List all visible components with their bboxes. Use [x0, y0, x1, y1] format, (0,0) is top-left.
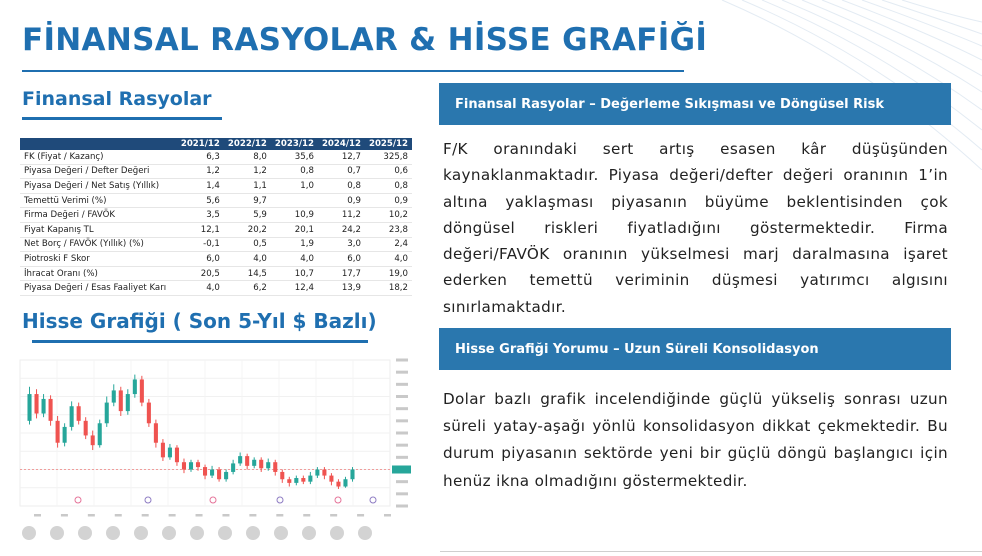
table-cell: 325,8: [365, 150, 412, 164]
table-cell: 20,2: [224, 222, 271, 237]
candle-body: [259, 460, 263, 469]
candle-body: [231, 463, 235, 472]
column-header: 2023/12: [271, 138, 318, 150]
candle-body: [224, 472, 228, 479]
carousel-dot[interactable]: [246, 526, 260, 540]
candle-body: [112, 390, 116, 402]
candle-body: [182, 462, 186, 469]
x-axis-tick: [222, 514, 229, 517]
y-axis-tick: [396, 492, 408, 495]
candle-body: [27, 394, 31, 421]
column-header: 2024/12: [318, 138, 365, 150]
table-row: [20, 179, 412, 194]
table-cell: 10,7: [271, 266, 318, 281]
metric-label: Piyasa Değeri / Esas Faaliyet Karı: [20, 281, 177, 296]
chart-heading: Hisse Grafiği ( Son 5-Yıl $ Bazlı): [22, 309, 377, 333]
table-cell: [271, 193, 318, 208]
x-axis-tick: [34, 514, 41, 517]
ratios-table-header: [20, 138, 412, 150]
y-axis-tick: [396, 456, 408, 459]
table-row: [20, 208, 412, 223]
table-cell: 11,2: [318, 208, 365, 223]
table-cell: 12,7: [318, 150, 365, 164]
table-cell: 0,6: [365, 164, 412, 179]
table-cell: -0,1: [177, 237, 224, 252]
candle-body: [161, 443, 165, 458]
y-axis-tick: [396, 432, 408, 435]
candle-body: [98, 423, 102, 445]
table-cell: 6,3: [177, 150, 224, 164]
candle-body: [238, 456, 242, 463]
stock-chart: [18, 356, 411, 522]
table-cell: 1,2: [177, 164, 224, 179]
table-cell: 6,0: [177, 252, 224, 267]
candle-body: [343, 479, 347, 486]
ratios-analysis-text: F/K oranındaki sert artış esasen kâr düşüşünden kaynaklanmaktadır. Piyasa değeri/defter değeri oranının 1’in altına yaklaşması piyasanın büyüme beklentisinden çok döngüsel riskleri fiyatladığını göstermektedir. Firma değeri/FAVÖK oranının yükselmesi marj daralmasına işaret ederken temettü veriminin düşmesi yatırımcı algısını sınırlamaktadır.: [443, 140, 948, 316]
table-cell: 10,9: [271, 208, 318, 223]
candle-body: [329, 476, 333, 482]
candle-body: [168, 448, 172, 458]
table-cell: 1,9: [271, 237, 318, 252]
carousel-dot[interactable]: [330, 526, 344, 540]
carousel-dot[interactable]: [218, 526, 232, 540]
table-cell: 9,7: [224, 193, 271, 208]
column-header: 2022/12: [224, 138, 271, 150]
candle-body: [301, 478, 305, 482]
candle-body: [294, 478, 298, 483]
table-cell: 6,2: [224, 281, 271, 296]
candle-body: [91, 435, 95, 445]
table-cell: 0,8: [271, 164, 318, 179]
y-axis-tick: [396, 480, 408, 483]
ratios-heading: Finansal Rasyolar: [22, 88, 212, 110]
carousel-dot[interactable]: [274, 526, 288, 540]
table-row: [20, 281, 412, 296]
candle-body: [252, 460, 256, 466]
table-row: [20, 150, 412, 164]
table-cell: 10,2: [365, 208, 412, 223]
y-axis-tick: [396, 359, 408, 362]
carousel-dot[interactable]: [190, 526, 204, 540]
carousel-dot[interactable]: [22, 526, 36, 540]
candle-body: [210, 470, 214, 476]
candle-body: [315, 470, 319, 476]
table-cell: 4,0: [365, 252, 412, 267]
table-cell: 4,0: [271, 252, 318, 267]
metric-label: Temettü Verimi (%): [20, 193, 177, 208]
table-row: [20, 164, 412, 179]
candle-body: [308, 476, 312, 482]
table-cell: 4,0: [177, 281, 224, 296]
candle-body: [147, 403, 151, 424]
candle-body: [336, 482, 340, 487]
table-cell: 3,5: [177, 208, 224, 223]
candle-body: [133, 379, 137, 394]
metric-label: Piyasa Değeri / Net Satış (Yıllık): [20, 179, 177, 194]
metric-label: Firma Değeri / FAVÖK: [20, 208, 177, 223]
ratios-heading-underline: [22, 117, 222, 120]
table-cell: 12,1: [177, 222, 224, 237]
metric-column-header: [20, 138, 177, 150]
x-axis-tick: [249, 514, 256, 517]
x-axis-tick: [357, 514, 364, 517]
x-axis-tick: [303, 514, 310, 517]
table-cell: 0,9: [365, 193, 412, 208]
table-cell: 24,2: [318, 222, 365, 237]
table-cell: 0,5: [224, 237, 271, 252]
ratios-analysis-header: Finansal Rasyolar – Değerleme Sıkışması ve Döngüsel Risk: [439, 83, 951, 125]
carousel-dot[interactable]: [50, 526, 64, 540]
table-cell: 12,4: [271, 281, 318, 296]
table-cell: 19,0: [365, 266, 412, 281]
candle-body: [140, 379, 144, 402]
metric-label: İhracat Oranı (%): [20, 266, 177, 281]
table-cell: 0,8: [365, 179, 412, 194]
table-cell: 4,0: [224, 252, 271, 267]
metric-label: Net Borç / FAVÖK (Yıllık) (%): [20, 237, 177, 252]
metric-label: Fiyat Kapanış TL: [20, 222, 177, 237]
table-cell: 1,2: [224, 164, 271, 179]
candle-body: [126, 394, 130, 411]
table-row: [20, 266, 412, 281]
carousel-dot[interactable]: [302, 526, 316, 540]
table-cell: 0,7: [318, 164, 365, 179]
table-row: [20, 193, 412, 208]
column-header: 2025/12: [365, 138, 412, 150]
y-axis-tick: [396, 444, 408, 447]
candle-body: [350, 470, 354, 480]
y-axis-tick: [396, 505, 408, 508]
carousel-dot[interactable]: [134, 526, 148, 540]
x-axis-tick: [384, 514, 391, 517]
table-cell: 23,8: [365, 222, 412, 237]
table-row: [20, 222, 412, 237]
table-cell: 1,1: [224, 179, 271, 194]
x-axis-tick: [169, 514, 176, 517]
ratios-table: [20, 138, 412, 296]
candle-body: [266, 462, 270, 468]
chart-analysis-header: Hisse Grafiği Yorumu – Uzun Süreli Konsolidasyon: [439, 328, 951, 370]
candle-body: [273, 462, 277, 472]
table-cell: 2,4: [365, 237, 412, 252]
metric-label: Piyasa Değeri / Defter Değeri: [20, 164, 177, 179]
candle-body: [287, 479, 291, 483]
candle-body: [42, 399, 46, 414]
y-axis-tick: [396, 419, 408, 422]
candle-body: [245, 456, 249, 466]
carousel-dot[interactable]: [78, 526, 92, 540]
metric-label: Piotroski F Skor: [20, 252, 177, 267]
candle-body: [70, 406, 74, 427]
table-cell: 3,0: [318, 237, 365, 252]
table-row: [20, 252, 412, 267]
metric-label: FK (Fiyat / Kazanç): [20, 150, 177, 164]
table-cell: 5,6: [177, 193, 224, 208]
table-cell: 14,5: [224, 266, 271, 281]
candle-body: [217, 470, 221, 480]
table-cell: 0,8: [318, 179, 365, 194]
chart-analysis-text: Dolar bazlı grafik incelendiğinde güçlü yükseliş sonrası uzun süreli yatay-aşağı yönlü konsolidasyon dikkat çekmektedir. Bu durum piyasanın sektörde yeni bir güçlü döngü başlangıcı için henüz ikna olmadığını göstermektedir.: [443, 390, 948, 490]
table-cell: 6,0: [318, 252, 365, 267]
table-cell: 20,5: [177, 266, 224, 281]
table-cell: 13,9: [318, 281, 365, 296]
candle-body: [84, 421, 88, 436]
x-axis-tick: [115, 514, 122, 517]
y-axis-tick: [396, 383, 408, 386]
table-row: [20, 237, 412, 252]
x-axis-tick: [330, 514, 337, 517]
candle-body: [196, 462, 200, 467]
column-header: 2021/12: [177, 138, 224, 150]
candle-body: [105, 403, 109, 424]
x-axis-tick: [142, 514, 149, 517]
candle-body: [56, 421, 60, 443]
carousel-dot[interactable]: [358, 526, 372, 540]
table-cell: 8,0: [224, 150, 271, 164]
table-cell: 35,6: [271, 150, 318, 164]
carousel-dot[interactable]: [106, 526, 120, 540]
table-cell: 20,1: [271, 222, 318, 237]
candle-body: [119, 390, 123, 411]
page-title: FİNANSAL RASYOLAR & HİSSE GRAFİĞİ: [22, 22, 708, 58]
table-cell: 1,4: [177, 179, 224, 194]
bottom-divider: [440, 551, 982, 552]
table-cell: 18,2: [365, 281, 412, 296]
candle-body: [63, 427, 67, 443]
table-cell: 1,0: [271, 179, 318, 194]
table-cell: 0,9: [318, 193, 365, 208]
x-axis-tick: [88, 514, 95, 517]
y-axis-tick: [396, 395, 408, 398]
chart-heading-underline: [32, 340, 368, 343]
ratios-table-body: [20, 150, 412, 295]
candle-body: [280, 472, 284, 479]
candle-body: [34, 394, 38, 413]
candle-body: [49, 399, 53, 421]
candle-body: [154, 423, 158, 442]
candle-body: [203, 467, 207, 476]
candle-body: [175, 448, 179, 463]
x-axis-tick: [276, 514, 283, 517]
candle-body: [77, 406, 81, 421]
x-axis-tick: [196, 514, 203, 517]
y-axis-tick: [396, 371, 408, 374]
y-axis-tick: [396, 407, 408, 410]
table-cell: 17,7: [318, 266, 365, 281]
candle-body: [189, 462, 193, 469]
table-cell: 5,9: [224, 208, 271, 223]
title-underline: [22, 70, 684, 72]
candle-body: [322, 470, 326, 476]
x-axis-tick: [61, 514, 68, 517]
last-price-marker: [392, 466, 411, 474]
carousel-dot[interactable]: [162, 526, 176, 540]
